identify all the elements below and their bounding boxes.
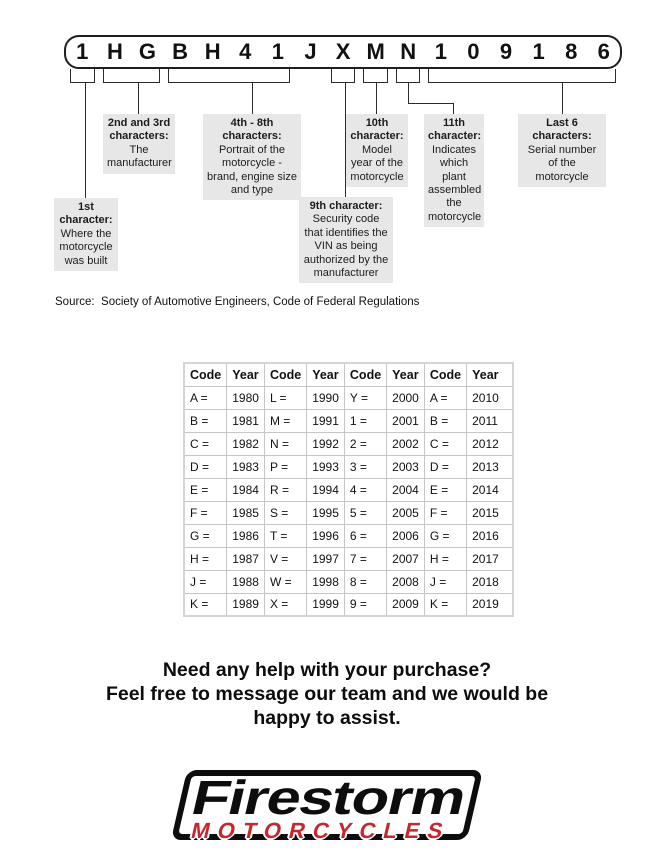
label-box-11th-character (424, 114, 484, 227)
year-code-cell: 1995 (307, 501, 345, 524)
connector-10th-character (376, 83, 377, 114)
year-code-cell: Y = (344, 386, 386, 409)
bracket-10th-character (363, 69, 388, 83)
connector-2nd-3rd (138, 83, 139, 114)
year-code-cell: 2000 (387, 386, 425, 409)
table-header-cell: Code (264, 363, 306, 386)
year-code-cell: 1992 (307, 432, 345, 455)
vin-character: 0 (467, 39, 480, 64)
vin-character: H (204, 39, 221, 64)
year-code-cell: 2008 (387, 570, 425, 593)
label-title: Last 6 characters: (532, 117, 592, 143)
table-body (184, 386, 513, 616)
year-code-cell: M = (264, 409, 306, 432)
year-code-cell: 1984 (227, 478, 265, 501)
bracket-11th-character (396, 69, 420, 83)
connector-11th-drop (408, 83, 409, 104)
year-code-cell: 2003 (387, 455, 425, 478)
year-code-cell: 1990 (307, 386, 345, 409)
source-note: Source: Society of Automotive Engineers, Code of Federal Regulations (55, 296, 420, 308)
year-code-cell: 2016 (467, 524, 513, 547)
year-code-cell: D = (184, 455, 227, 478)
year-code-cell: B = (184, 409, 227, 432)
label-box-1st-character (54, 198, 118, 271)
table-row (184, 386, 513, 409)
year-code-cell: J = (424, 570, 466, 593)
year-code-cell: 1981 (227, 409, 265, 432)
year-code-cell: 3 = (344, 455, 386, 478)
table-header-cell: Year (227, 363, 265, 386)
year-code-cell: H = (424, 547, 466, 570)
year-code-cell: K = (424, 593, 466, 616)
year-code-cell: 7 = (344, 547, 386, 570)
year-code-cell: 1985 (227, 501, 265, 524)
year-code-cell: 1987 (227, 547, 265, 570)
vin-character: 1 (434, 39, 447, 64)
year-code-cell: 2002 (387, 432, 425, 455)
label-title: 10th character: (350, 117, 404, 143)
year-code-cell: 1986 (227, 524, 265, 547)
vin-character: H (106, 39, 123, 64)
year-code-cell: N = (264, 432, 306, 455)
year-code-cell: 2 = (344, 432, 386, 455)
year-code-cell: 2009 (387, 593, 425, 616)
label-box-2nd-3rd-characters (103, 114, 175, 174)
year-code-cell: 1996 (307, 524, 345, 547)
table-row (184, 524, 513, 547)
firestorm-logo (179, 770, 475, 843)
year-code-cell: 2012 (467, 432, 513, 455)
label-body: Serial number of the motorcycle (527, 143, 597, 183)
bracket-4th-8th (168, 69, 290, 83)
year-code-cell: D = (424, 455, 466, 478)
year-code-cell: 2005 (387, 501, 425, 524)
help-text-line1: Need any help with your purchase? (162, 659, 492, 681)
year-code-cell: 1 = (344, 409, 386, 432)
year-code-cell: F = (184, 501, 227, 524)
year-code-cell: 1982 (227, 432, 265, 455)
year-code-cell: C = (424, 432, 466, 455)
year-code-cell: 1997 (307, 547, 345, 570)
bracket-last-6 (428, 69, 616, 83)
year-code-cell: 8 = (344, 570, 386, 593)
vin-character: X (335, 39, 351, 64)
year-code-cell: 2014 (467, 478, 513, 501)
year-code-cell: A = (184, 386, 227, 409)
year-code-cell: E = (184, 478, 227, 501)
connector-4th-8th (252, 83, 253, 114)
table-row (184, 501, 513, 524)
vin-character: J (304, 39, 317, 64)
year-code-cell: S = (264, 501, 306, 524)
year-code-cell: 1994 (307, 478, 345, 501)
year-code-cell: X = (264, 593, 306, 616)
year-code-cell: 2001 (387, 409, 425, 432)
year-code-cell: 2011 (467, 409, 513, 432)
vin-character: G (138, 39, 157, 64)
logo-background-shape (171, 770, 483, 843)
vin-character: B (172, 39, 189, 64)
table-header-cell: Code (344, 363, 386, 386)
vin-character: 1 (76, 39, 89, 64)
year-code-cell: W = (264, 570, 306, 593)
year-code-cell: E = (424, 478, 466, 501)
year-code-cell: 2015 (467, 501, 513, 524)
bracket-2nd-3rd (103, 69, 160, 83)
label-title: 2nd and 3rd characters: (107, 117, 171, 143)
year-code-cell: C = (184, 432, 227, 455)
label-body: Security code that identifies the VIN as being authorized by the manufacturer (303, 213, 389, 280)
table-header-cell: Code (424, 363, 466, 386)
vin-character: M (366, 39, 385, 64)
year-code-cell: 6 = (344, 524, 386, 547)
year-code-cell: A = (424, 386, 466, 409)
label-title: 4th - 8th characters: (222, 117, 282, 143)
table-header-cell: Year (307, 363, 345, 386)
year-code-cell: V = (264, 547, 306, 570)
logo-brand-text: Firestorm (186, 772, 471, 825)
table-row (184, 409, 513, 432)
year-code-cell: 2010 (467, 386, 513, 409)
year-code-cell: F = (424, 501, 466, 524)
logo-subtitle-text: MOTORCYCLES (188, 818, 454, 843)
vin-character: 9 (499, 39, 513, 64)
year-code-table (183, 362, 514, 617)
year-code-cell: 1980 (227, 386, 265, 409)
year-code-cell: 2004 (387, 478, 425, 501)
year-code-cell: 1993 (307, 455, 345, 478)
label-body: Indicates which plant assembled the motorcycle (428, 143, 482, 223)
vin-character: 1 (532, 39, 545, 64)
table-header-cell: Code (184, 363, 227, 386)
bracket-9th-character (331, 69, 355, 83)
vin-character: N (400, 39, 417, 64)
label-body: Model year of the motorcycle (350, 143, 404, 183)
bracket-1st-character (70, 69, 95, 83)
table-row (184, 570, 513, 593)
year-code-cell: P = (264, 455, 306, 478)
vin-character: 4 (239, 39, 252, 64)
vin-character: 8 (565, 39, 578, 64)
vin-character: 6 (597, 39, 610, 64)
vin-number-strip (64, 35, 622, 69)
table-row (184, 432, 513, 455)
year-code-cell: L = (264, 386, 306, 409)
connector-1st-character (85, 83, 86, 198)
label-body: Where the motorcycle was built (59, 227, 113, 267)
table-row (184, 455, 513, 478)
label-body: The manufacturer (107, 143, 172, 170)
year-code-cell: T = (264, 524, 306, 547)
year-code-cell: B = (424, 409, 466, 432)
table-header-cell: Year (387, 363, 425, 386)
table-row (184, 478, 513, 501)
year-code-cell: K = (184, 593, 227, 616)
label-title: 11th character: (428, 117, 482, 143)
year-code-cell: 5 = (344, 501, 386, 524)
label-title: 9th character: (309, 200, 383, 212)
year-code-cell: J = (184, 570, 227, 593)
year-code-cell: 1999 (307, 593, 345, 616)
table-header-row (184, 363, 513, 386)
year-code-cell: 1991 (307, 409, 345, 432)
connector-11th-jog (408, 103, 454, 104)
year-code-cell: G = (424, 524, 466, 547)
year-code-cell: 1983 (227, 455, 265, 478)
label-box-9th-character (299, 197, 393, 283)
year-code-cell: 1998 (307, 570, 345, 593)
help-text (0, 658, 654, 730)
year-code-cell: G = (184, 524, 227, 547)
label-body: Portrait of the motorcycle - brand, engine size and type (207, 143, 297, 197)
year-code-cell: 1989 (227, 593, 265, 616)
year-code-cell: 9 = (344, 593, 386, 616)
year-code-cell: 1988 (227, 570, 265, 593)
help-text-line2: Feel free to message our team and we would be happy to assist. (105, 683, 549, 729)
year-code-cell: 2019 (467, 593, 513, 616)
connector-last-6 (562, 83, 563, 114)
year-code-cell: 2018 (467, 570, 513, 593)
table-row (184, 593, 513, 616)
year-code-cell: 2017 (467, 547, 513, 570)
year-code-cell: 4 = (344, 478, 386, 501)
year-code-cell: 2006 (387, 524, 425, 547)
vin-character: 1 (271, 39, 284, 64)
label-box-4th-8th-characters (203, 114, 301, 200)
year-code-cell: 2013 (467, 455, 513, 478)
label-box-last-6-characters (518, 114, 606, 187)
label-title: 1st character: (59, 201, 113, 227)
label-box-10th-character (346, 114, 408, 187)
year-code-cell: H = (184, 547, 227, 570)
year-code-cell: 2007 (387, 547, 425, 570)
table-row (184, 547, 513, 570)
table-header-cell: Year (467, 363, 513, 386)
year-code-cell: R = (264, 478, 306, 501)
